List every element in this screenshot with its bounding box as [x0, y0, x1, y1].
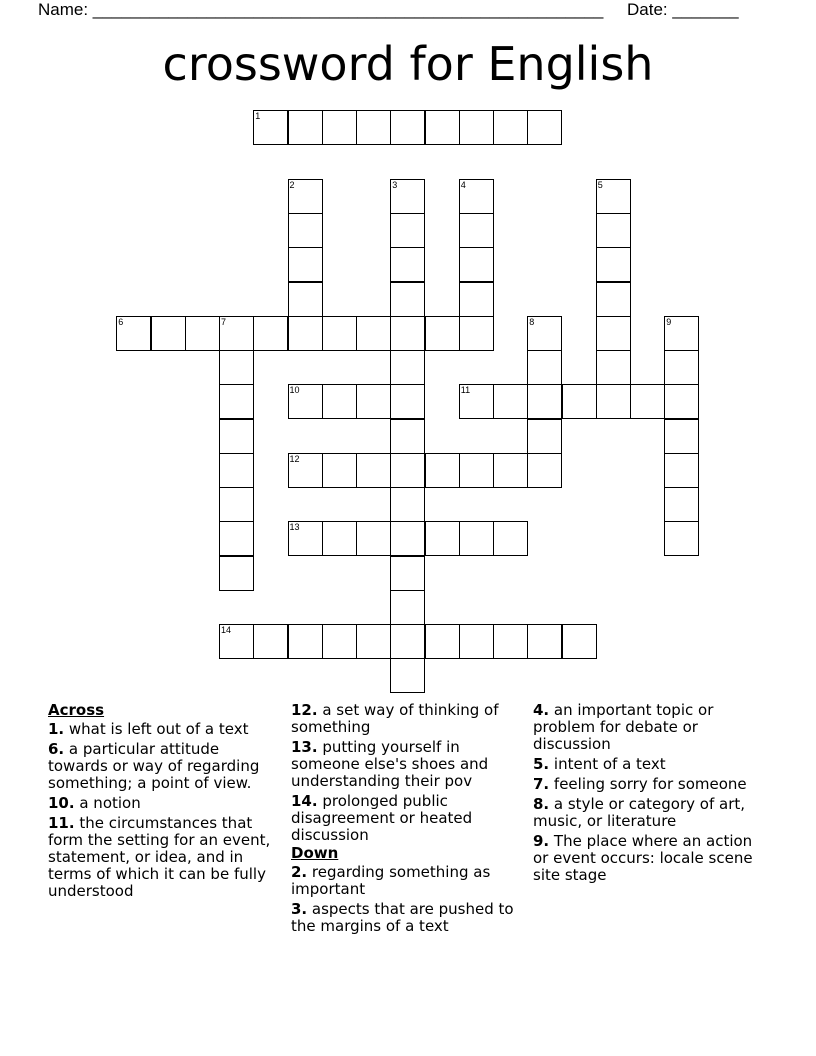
grid-cell[interactable] — [562, 384, 597, 419]
cell-number: 8 — [529, 316, 535, 327]
grid-cell[interactable] — [459, 624, 494, 659]
grid-cell[interactable] — [664, 316, 699, 351]
grid-cell[interactable] — [288, 282, 323, 317]
grid-cell[interactable] — [664, 521, 699, 556]
grid-cell[interactable] — [527, 453, 562, 488]
clue-across-6 — [48, 741, 283, 792]
grid-cell[interactable] — [596, 282, 631, 317]
cell-number: 1 — [255, 111, 261, 122]
cell-number: 11 — [460, 385, 471, 396]
clue-down-9 — [533, 833, 763, 884]
clue-number: 1. — [48, 720, 65, 738]
clue-text: the circumstances that form the setting for an event, statement, or idea, and in terms of which it can be fully understood — [48, 814, 271, 900]
cell-number: 13 — [289, 522, 300, 533]
clue-across-12 — [291, 702, 526, 736]
clue-across-10 — [48, 795, 283, 812]
grid-cell[interactable] — [219, 453, 254, 488]
grid-cell[interactable] — [219, 487, 254, 522]
grid-cell[interactable] — [390, 590, 425, 625]
grid-cell[interactable] — [493, 521, 528, 556]
grid-cell[interactable] — [425, 110, 460, 145]
grid-cell[interactable] — [219, 316, 254, 351]
grid-cell[interactable] — [459, 247, 494, 282]
clue-number: 11. — [48, 814, 75, 832]
cell-number: 12 — [289, 453, 300, 464]
grid-cell[interactable] — [562, 624, 597, 659]
grid-cell[interactable] — [288, 316, 323, 351]
clues-column-1 — [48, 702, 283, 903]
grid-cell[interactable] — [390, 384, 425, 419]
grid-cell[interactable] — [390, 179, 425, 214]
grid-cell[interactable] — [527, 624, 562, 659]
cell-number: 14 — [221, 625, 232, 635]
grid-cell[interactable] — [459, 282, 494, 317]
grid-cell[interactable] — [219, 556, 254, 591]
clue-text: The place where an action or event occurs: locale scene site stage — [533, 832, 753, 884]
grid-cell[interactable] — [390, 419, 425, 454]
clue-across-11 — [48, 815, 283, 900]
grid-cell[interactable] — [596, 213, 631, 248]
grid-cell[interactable] — [425, 624, 460, 659]
clue-number: 13. — [291, 738, 318, 756]
grid-cell[interactable] — [596, 247, 631, 282]
clue-text: a notion — [74, 794, 141, 812]
grid-cell[interactable] — [664, 453, 699, 488]
grid-cell[interactable] — [116, 316, 151, 351]
grid-cell[interactable] — [527, 110, 562, 145]
clue-across-14 — [291, 793, 526, 844]
clue-down-3 — [291, 901, 526, 935]
clue-number: 5. — [533, 755, 550, 773]
clue-number: 14. — [291, 792, 318, 810]
clue-down-4 — [533, 702, 763, 753]
grid-cell[interactable] — [322, 110, 357, 145]
grid-cell[interactable] — [356, 384, 391, 419]
grid-cell[interactable] — [288, 213, 323, 248]
clue-across-1 — [48, 721, 283, 738]
grid-cell[interactable] — [596, 384, 631, 419]
cell-number: 7 — [221, 316, 227, 327]
clue-down-5 — [533, 756, 763, 773]
grid-cell[interactable] — [288, 624, 323, 659]
grid-cell[interactable] — [219, 384, 254, 419]
clue-number: 10. — [48, 794, 75, 812]
grid-cell[interactable] — [664, 384, 699, 419]
clue-text: regarding something as important — [291, 863, 491, 898]
down-heading: Down — [291, 844, 339, 862]
clue-text: putting yourself in someone else's shoes and understanding their pov — [291, 738, 489, 790]
cell-number: 2 — [289, 179, 295, 190]
grid-cell[interactable] — [253, 110, 288, 145]
clue-text: what is left out of a text — [64, 720, 249, 738]
clue-number: 6. — [48, 740, 65, 758]
cell-number: 5 — [597, 179, 603, 190]
grid-cell[interactable] — [425, 453, 460, 488]
grid-cell[interactable] — [527, 316, 562, 351]
grid-cell[interactable] — [390, 556, 425, 591]
grid-cell[interactable] — [322, 521, 357, 556]
date-field[interactable]: Date: _______ — [627, 0, 739, 19]
grid-cell[interactable] — [390, 658, 425, 693]
grid-cell[interactable] — [390, 247, 425, 282]
grid-cell[interactable] — [664, 487, 699, 522]
grid-cell[interactable] — [493, 110, 528, 145]
clue-number: 9. — [533, 832, 550, 850]
grid-cell[interactable] — [219, 521, 254, 556]
grid-cell[interactable] — [459, 384, 494, 419]
grid-cell[interactable] — [390, 282, 425, 317]
grid-cell[interactable] — [288, 179, 323, 214]
grid-cell[interactable] — [493, 384, 528, 419]
grid-cell[interactable] — [288, 453, 323, 488]
grid-cell[interactable] — [390, 521, 425, 556]
grid-cell[interactable] — [219, 624, 254, 659]
clue-text: a style or category of art, music, or literature — [533, 795, 746, 830]
grid-cell[interactable] — [390, 487, 425, 522]
grid-cell[interactable] — [459, 453, 494, 488]
clue-number: 7. — [533, 775, 550, 793]
clue-text: an important topic or problem for debate or discussion — [533, 701, 714, 753]
grid-cell[interactable] — [356, 521, 391, 556]
clue-text: aspects that are pushed to the margins of a text — [291, 900, 514, 935]
clue-text: a particular attitude towards or way of regarding something; a point of view. — [48, 740, 260, 792]
grid-cell[interactable] — [425, 316, 460, 351]
grid-cell[interactable] — [253, 316, 288, 351]
grid-cell[interactable] — [288, 521, 323, 556]
grid-cell[interactable] — [493, 624, 528, 659]
name-field[interactable]: Name: ______________________________________________________ — [38, 0, 604, 19]
grid-cell[interactable] — [596, 350, 631, 385]
grid-cell[interactable] — [356, 316, 391, 351]
grid-cell[interactable] — [219, 350, 254, 385]
clues-column-3 — [533, 702, 763, 887]
grid-cell[interactable] — [390, 213, 425, 248]
grid-cell[interactable] — [459, 521, 494, 556]
grid-cell[interactable] — [527, 350, 562, 385]
clue-number: 12. — [291, 701, 318, 719]
clue-number: 8. — [533, 795, 550, 813]
grid-cell[interactable] — [459, 179, 494, 214]
cell-number: 10 — [289, 385, 300, 396]
grid-cell[interactable] — [356, 624, 391, 659]
grid-cell[interactable] — [390, 350, 425, 385]
grid-cell[interactable] — [288, 247, 323, 282]
clue-number: 4. — [533, 701, 550, 719]
grid-cell[interactable] — [356, 110, 391, 145]
grid-cell[interactable] — [185, 316, 220, 351]
clue-down-2 — [291, 864, 526, 898]
grid-cell[interactable] — [356, 453, 391, 488]
cell-number: 6 — [118, 316, 124, 327]
clue-across-13 — [291, 739, 526, 790]
cell-number: 4 — [460, 179, 466, 190]
grid-cell[interactable] — [664, 350, 699, 385]
grid-cell[interactable] — [596, 316, 631, 351]
grid-cell[interactable] — [459, 110, 494, 145]
grid-cell[interactable] — [288, 110, 323, 145]
clues-column-2 — [291, 702, 526, 938]
clue-down-8 — [533, 796, 763, 830]
grid-cell[interactable] — [322, 453, 357, 488]
grid-cell[interactable] — [219, 419, 254, 454]
grid-cell[interactable] — [390, 624, 425, 659]
grid-cell[interactable] — [288, 384, 323, 419]
grid-cell[interactable] — [390, 453, 425, 488]
grid-cell[interactable] — [459, 316, 494, 351]
grid-cell[interactable] — [630, 384, 665, 419]
clue-number: 2. — [291, 863, 308, 881]
grid-cell[interactable] — [664, 419, 699, 454]
clue-text: prolonged public disagreement or heated discussion — [291, 792, 473, 844]
grid-cell[interactable] — [493, 453, 528, 488]
grid-cell[interactable] — [151, 316, 186, 351]
grid-cell[interactable] — [459, 213, 494, 248]
clue-text: intent of a text — [549, 755, 666, 773]
grid-cell[interactable] — [596, 179, 631, 214]
page-title: crossword for English — [162, 37, 654, 91]
grid-cell[interactable] — [425, 521, 460, 556]
grid-cell[interactable] — [390, 110, 425, 145]
grid-cell[interactable] — [527, 384, 562, 419]
grid-cell[interactable] — [322, 384, 357, 419]
grid-cell[interactable] — [322, 316, 357, 351]
across-heading: Across — [48, 701, 105, 719]
cell-number: 3 — [392, 179, 398, 190]
clue-text: a set way of thinking of something — [291, 701, 499, 736]
clue-down-7 — [533, 776, 763, 793]
grid-cell[interactable] — [253, 624, 288, 659]
clue-text: feeling sorry for someone — [549, 775, 747, 793]
cell-number: 9 — [666, 316, 672, 327]
grid-cell[interactable] — [322, 624, 357, 659]
clue-number: 3. — [291, 900, 308, 918]
grid-cell[interactable] — [390, 316, 425, 351]
grid-cell[interactable] — [527, 419, 562, 454]
